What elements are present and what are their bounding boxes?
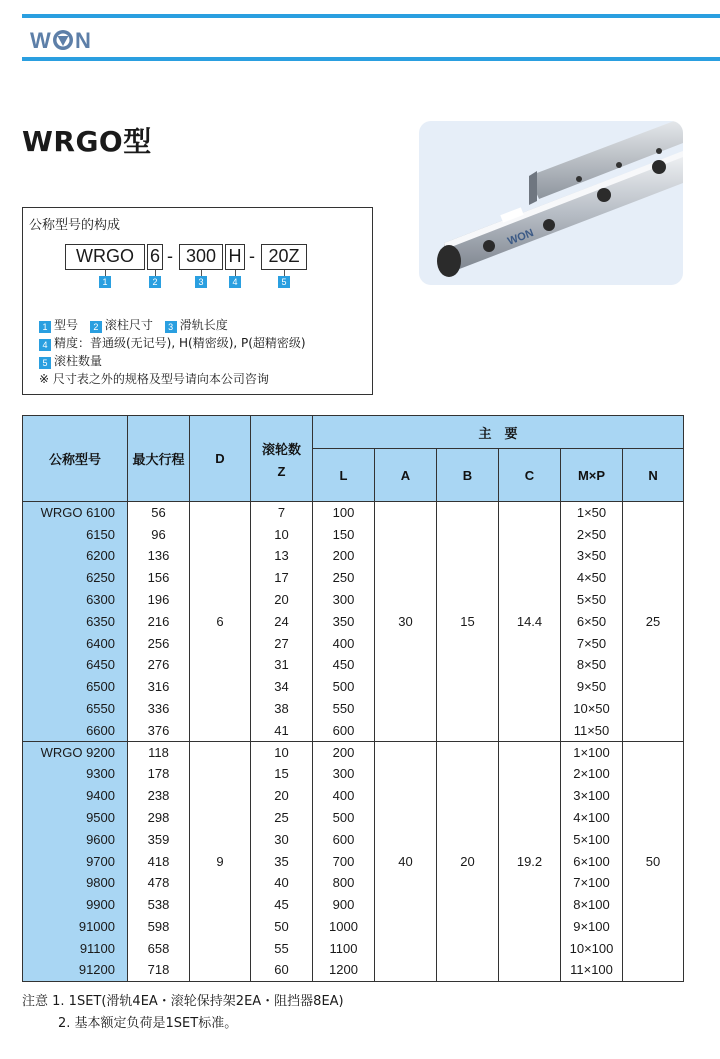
header-b: B bbox=[437, 449, 499, 502]
cell-model: 9800 bbox=[23, 872, 128, 894]
cell-z: 24 bbox=[251, 610, 313, 632]
cell-stroke: 178 bbox=[128, 763, 190, 785]
table-row bbox=[23, 807, 684, 829]
cell-l: 200 bbox=[313, 741, 375, 763]
cell-stroke: 359 bbox=[128, 828, 190, 850]
cell-mp: 4×100 bbox=[561, 807, 623, 829]
cell-z: 25 bbox=[251, 807, 313, 829]
cell-stroke: 418 bbox=[128, 850, 190, 872]
cell-mp: 9×50 bbox=[561, 676, 623, 698]
cell-l: 600 bbox=[313, 719, 375, 741]
cell-stroke: 56 bbox=[128, 502, 190, 524]
cell-l: 450 bbox=[313, 654, 375, 676]
header-main: 主 要 bbox=[313, 416, 684, 449]
note-line-2: 2. 基本额定负荷是1SET标准。 bbox=[58, 1016, 238, 1031]
cell-mp: 2×100 bbox=[561, 763, 623, 785]
cell-mp: 3×50 bbox=[561, 545, 623, 567]
table-row bbox=[23, 937, 684, 959]
spec-table bbox=[22, 415, 684, 982]
cell-stroke: 316 bbox=[128, 676, 190, 698]
header-a: A bbox=[375, 449, 437, 502]
table-row bbox=[23, 872, 684, 894]
cell-model: 9300 bbox=[23, 763, 128, 785]
cell-stroke: 336 bbox=[128, 698, 190, 720]
header-c: C bbox=[499, 449, 561, 502]
table-row bbox=[23, 719, 684, 741]
cell-mp: 3×100 bbox=[561, 785, 623, 807]
cell-c: 14.4 bbox=[499, 502, 561, 742]
notes bbox=[22, 991, 344, 1035]
cell-stroke: 96 bbox=[128, 523, 190, 545]
cell-mp: 5×50 bbox=[561, 589, 623, 611]
cell-l: 350 bbox=[313, 610, 375, 632]
cell-model: WRGO 6100 bbox=[23, 502, 128, 524]
cell-l: 300 bbox=[313, 763, 375, 785]
cell-stroke: 196 bbox=[128, 589, 190, 611]
cell-model: 9700 bbox=[23, 850, 128, 872]
code-segment-model: WRGO bbox=[65, 244, 145, 270]
cell-c: 19.2 bbox=[499, 741, 561, 981]
legend-line bbox=[39, 352, 306, 370]
cell-stroke: 538 bbox=[128, 894, 190, 916]
table-row bbox=[23, 916, 684, 938]
cell-mp: 10×100 bbox=[561, 937, 623, 959]
cell-z: 40 bbox=[251, 872, 313, 894]
header-d: D bbox=[190, 416, 251, 502]
cell-l: 700 bbox=[313, 850, 375, 872]
legend-badge: 3 bbox=[165, 321, 177, 333]
table-row bbox=[23, 741, 684, 763]
cell-mp: 11×50 bbox=[561, 719, 623, 741]
cell-model: 91200 bbox=[23, 959, 128, 981]
header-rollers bbox=[251, 416, 313, 502]
cell-model: 6200 bbox=[23, 545, 128, 567]
cell-mp: 1×100 bbox=[561, 741, 623, 763]
cell-model: 6600 bbox=[23, 719, 128, 741]
cell-model: 91000 bbox=[23, 916, 128, 938]
cell-d: 6 bbox=[190, 502, 251, 742]
spec-table-body bbox=[23, 502, 684, 982]
cell-model: 6500 bbox=[23, 676, 128, 698]
header-mp: M×P bbox=[561, 449, 623, 502]
cell-stroke: 156 bbox=[128, 567, 190, 589]
header-stroke: 最大行程 bbox=[128, 416, 190, 502]
cell-model: 9500 bbox=[23, 807, 128, 829]
header-rollers-label: 滚轮数 bbox=[261, 441, 301, 457]
cell-stroke: 658 bbox=[128, 937, 190, 959]
legend-text: 滑轨长度 bbox=[179, 318, 228, 332]
cell-n: 25 bbox=[623, 502, 684, 742]
cell-z: 45 bbox=[251, 894, 313, 916]
table-row bbox=[23, 567, 684, 589]
cell-b: 15 bbox=[437, 502, 499, 742]
table-row bbox=[23, 828, 684, 850]
cell-l: 200 bbox=[313, 545, 375, 567]
cell-l: 500 bbox=[313, 807, 375, 829]
code-segment-length: 300 bbox=[179, 244, 223, 270]
cell-z: 60 bbox=[251, 959, 313, 981]
cell-mp: 8×100 bbox=[561, 894, 623, 916]
code-legend bbox=[39, 316, 306, 388]
legend-text: 精度：普通级(无记号), H(精密级), P(超精密级) bbox=[54, 336, 306, 350]
cell-mp: 10×50 bbox=[561, 698, 623, 720]
cell-z: 27 bbox=[251, 632, 313, 654]
header-bottom-line bbox=[22, 57, 720, 61]
cell-z: 50 bbox=[251, 916, 313, 938]
cell-stroke: 598 bbox=[128, 916, 190, 938]
cell-stroke: 256 bbox=[128, 632, 190, 654]
cell-mp: 5×100 bbox=[561, 828, 623, 850]
cell-l: 150 bbox=[313, 523, 375, 545]
table-row bbox=[23, 785, 684, 807]
legend-badge: 1 bbox=[39, 321, 51, 333]
model-code-box bbox=[22, 207, 373, 395]
table-row bbox=[23, 894, 684, 916]
cell-a: 30 bbox=[375, 502, 437, 742]
cell-z: 55 bbox=[251, 937, 313, 959]
won-logo bbox=[30, 26, 114, 54]
cell-stroke: 238 bbox=[128, 785, 190, 807]
table-row bbox=[23, 654, 684, 676]
cell-model: 6250 bbox=[23, 567, 128, 589]
cell-l: 900 bbox=[313, 894, 375, 916]
cell-mp: 1×50 bbox=[561, 502, 623, 524]
cell-model: 9900 bbox=[23, 894, 128, 916]
legend-line bbox=[39, 334, 306, 352]
cell-z: 13 bbox=[251, 545, 313, 567]
code-segment-grade: H bbox=[225, 244, 245, 270]
cell-l: 1200 bbox=[313, 959, 375, 981]
cell-mp: 11×100 bbox=[561, 959, 623, 981]
cell-mp: 6×50 bbox=[561, 610, 623, 632]
cell-stroke: 718 bbox=[128, 959, 190, 981]
cell-d: 9 bbox=[190, 741, 251, 981]
page-title: WRGO型 bbox=[22, 125, 152, 158]
legend-badge: 4 bbox=[39, 339, 51, 351]
cell-l: 800 bbox=[313, 872, 375, 894]
code-dash: - bbox=[249, 246, 255, 266]
product-photo bbox=[419, 121, 683, 285]
legend-text: 滚柱数量 bbox=[54, 354, 103, 368]
cell-model: 6150 bbox=[23, 523, 128, 545]
cell-z: 20 bbox=[251, 785, 313, 807]
cell-a: 40 bbox=[375, 741, 437, 981]
code-number-badge: 3 bbox=[195, 276, 207, 288]
cell-z: 10 bbox=[251, 523, 313, 545]
cell-mp: 4×50 bbox=[561, 567, 623, 589]
table-row bbox=[23, 545, 684, 567]
note-line-1: 注意 1. 1SET(滑轨4EA・滚轮保持架2EA・阻挡器8EA) bbox=[22, 994, 344, 1009]
table-row bbox=[23, 850, 684, 872]
table-row bbox=[23, 632, 684, 654]
table-row bbox=[23, 676, 684, 698]
cell-stroke: 298 bbox=[128, 807, 190, 829]
cell-stroke: 118 bbox=[128, 741, 190, 763]
cell-z: 31 bbox=[251, 654, 313, 676]
cell-z: 38 bbox=[251, 698, 313, 720]
cell-l: 400 bbox=[313, 632, 375, 654]
header-top-line bbox=[22, 14, 720, 18]
cell-mp: 7×100 bbox=[561, 872, 623, 894]
cell-model: WRGO 9200 bbox=[23, 741, 128, 763]
table-row bbox=[23, 523, 684, 545]
table-row bbox=[23, 502, 684, 524]
cell-z: 41 bbox=[251, 719, 313, 741]
header-model: 公称型号 bbox=[23, 416, 128, 502]
code-caption: 公称型号的构成 bbox=[29, 218, 121, 233]
code-number-badge: 5 bbox=[278, 276, 290, 288]
table-row bbox=[23, 589, 684, 611]
cell-z: 34 bbox=[251, 676, 313, 698]
cell-l: 300 bbox=[313, 589, 375, 611]
legend-text: 型号 bbox=[54, 318, 79, 332]
cell-model: 9600 bbox=[23, 828, 128, 850]
cell-z: 20 bbox=[251, 589, 313, 611]
cell-model: 6300 bbox=[23, 589, 128, 611]
table-row bbox=[23, 763, 684, 785]
code-number-badge: 1 bbox=[99, 276, 111, 288]
cell-model: 6350 bbox=[23, 610, 128, 632]
table-row bbox=[23, 610, 684, 632]
cell-l: 500 bbox=[313, 676, 375, 698]
cell-l: 250 bbox=[313, 567, 375, 589]
cell-z: 17 bbox=[251, 567, 313, 589]
cell-l: 100 bbox=[313, 502, 375, 524]
code-number-badge: 2 bbox=[149, 276, 161, 288]
cell-stroke: 478 bbox=[128, 872, 190, 894]
cell-mp: 9×100 bbox=[561, 916, 623, 938]
header-z: Z bbox=[277, 463, 286, 479]
cell-l: 1100 bbox=[313, 937, 375, 959]
code-number-badge: 4 bbox=[229, 276, 241, 288]
cell-mp: 8×50 bbox=[561, 654, 623, 676]
cell-z: 7 bbox=[251, 502, 313, 524]
cell-z: 35 bbox=[251, 850, 313, 872]
cell-mp: 2×50 bbox=[561, 523, 623, 545]
header-n: N bbox=[623, 449, 684, 502]
cell-stroke: 216 bbox=[128, 610, 190, 632]
code-segment-rollers: 20Z bbox=[261, 244, 307, 270]
svg-text:WON: WON bbox=[506, 226, 536, 248]
cell-mp: 6×100 bbox=[561, 850, 623, 872]
cell-model: 6550 bbox=[23, 698, 128, 720]
cell-model: 91100 bbox=[23, 937, 128, 959]
legend-line bbox=[39, 316, 306, 334]
svg-text:W: W bbox=[30, 28, 51, 53]
cell-b: 20 bbox=[437, 741, 499, 981]
cell-n: 50 bbox=[623, 741, 684, 981]
cell-model: 6450 bbox=[23, 654, 128, 676]
cell-stroke: 376 bbox=[128, 719, 190, 741]
cell-model: 9400 bbox=[23, 785, 128, 807]
legend-badge: 2 bbox=[90, 321, 102, 333]
legend-note: ※ 尺寸表之外的规格及型号请向本公司咨询 bbox=[39, 372, 269, 386]
legend-badge: 5 bbox=[39, 357, 51, 369]
cell-l: 600 bbox=[313, 828, 375, 850]
header-l: L bbox=[313, 449, 375, 502]
cell-model: 6400 bbox=[23, 632, 128, 654]
table-row bbox=[23, 698, 684, 720]
legend-text: 滚柱尺寸 bbox=[104, 318, 153, 332]
code-segment-size: 6 bbox=[147, 244, 163, 270]
svg-text:N: N bbox=[75, 28, 91, 53]
table-row bbox=[23, 959, 684, 981]
cell-l: 1000 bbox=[313, 916, 375, 938]
cell-stroke: 136 bbox=[128, 545, 190, 567]
cell-z: 30 bbox=[251, 828, 313, 850]
cell-z: 15 bbox=[251, 763, 313, 785]
cell-l: 400 bbox=[313, 785, 375, 807]
cell-stroke: 276 bbox=[128, 654, 190, 676]
cell-mp: 7×50 bbox=[561, 632, 623, 654]
cell-z: 10 bbox=[251, 741, 313, 763]
cell-l: 550 bbox=[313, 698, 375, 720]
code-dash: - bbox=[167, 246, 173, 266]
